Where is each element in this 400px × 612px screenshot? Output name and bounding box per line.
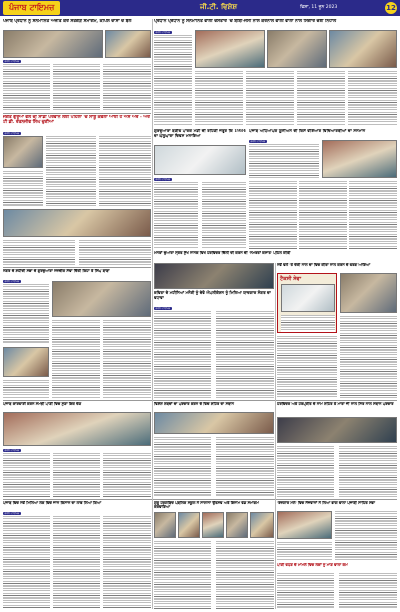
story-10-photo	[3, 412, 151, 446]
story-12-body-col	[277, 446, 334, 497]
story-2-photo-2	[267, 30, 327, 68]
story-8-photo	[154, 263, 274, 289]
story-11-body-col	[216, 437, 274, 497]
story-2-photo-3	[329, 30, 397, 68]
story-7-body-col	[103, 320, 151, 399]
story-8-headline: ਕਵਿਤਾ ਦੇ ਮਹੀਨਿਆਂ ਮਨੋਰੀ ਨੂੰ ਦੇਵੋ ਐਪਲੀਕੇਸ਼ਨ ਨੂੰ ਮਿਲਿਆ ਯਾਦਗਾਰ ਸੰਗਤ ਦਾ ਵਧਾਵਾ	[154, 290, 271, 300]
column-rule	[152, 19, 153, 609]
story-5-byline: ਗਰੀਨ ਟਾਈਮਜ਼	[250, 140, 266, 143]
story-2-body-col	[154, 35, 192, 125]
story-7-photo-2	[3, 347, 49, 377]
story-9-body-col	[277, 336, 337, 398]
story-12-body-col	[339, 446, 397, 497]
story-10	[3, 402, 151, 497]
story-15	[277, 501, 397, 561]
story-3	[3, 115, 151, 265]
story-13-body-col	[103, 516, 151, 609]
story-2-body-col	[297, 71, 345, 125]
portrait-photo	[226, 512, 248, 538]
story-12	[277, 402, 397, 497]
story-13-byline: ਗਰੀਨ ਟਾਈਮਜ਼	[4, 512, 20, 515]
story-5-body-col	[349, 181, 397, 249]
section-title: ਜੀ.ਟੀ. ਵਿਸ਼ੇਸ਼	[200, 3, 237, 11]
story-9	[277, 263, 397, 398]
portrait-photo	[202, 512, 224, 538]
story-5-body-col	[249, 144, 319, 178]
story-7-body-col	[3, 284, 49, 344]
story-2-byline: ਗਰੀਨ ਟਾਈਮਜ਼	[155, 31, 171, 34]
newspaper-logo: ਪੰਜਾਬ ਟਾਇਮਜ਼	[3, 1, 60, 15]
story-8-body-col	[216, 311, 274, 398]
story-14-body-col	[154, 541, 211, 609]
story-5-body-col	[299, 181, 347, 249]
story-7-headline: ਨਗਰ ਦੇ ਸ਼ਹੀਦੀ ਸਭਾ ਦੇ ਗੁਰਦੁਆਰਾ ਨਜ਼ਦੀਕ ਸੇਵਾ ਦਿੱਤੀ ਕਿਹਾ ਤੇ ਸਿੰਘ ਬਾਬਾ	[3, 269, 110, 273]
story-15-photo	[277, 511, 332, 539]
story-2-photo	[195, 30, 265, 68]
story-7-body-col	[3, 380, 49, 399]
story-14-headline: ਗੁਰੂ ਹਰਗੋਬਿੰਦ ਪਬਲਿਕ ਸਕੂਲ ਨੇ ਸਾਲਾਨਾ ਉਤਸਵ ਅਤੇ ਇਨਾਮ ਵੰਡ ਸਮਾਗਮ ਕਰਵਾਇਆ	[154, 501, 259, 510]
taxi-ad	[277, 273, 337, 333]
story-7-byline: ਗਰੀਨ ਟਾਈਮਜ਼	[4, 280, 20, 283]
story-10-body-col	[53, 453, 100, 497]
story-11	[154, 402, 274, 497]
story-8-byline: ਗਰੀਨ ਟਾਈਮਜ਼	[155, 307, 171, 310]
story-6-headline: ਮੰਨਤਾਂ ਦੁਆਰਾ ਸ੍ਰੋਤ ਸੁੱਖ ਨਾਨਕ ਵਿਖੇ ਹਰਵਿੰਦਰ ਦਿੱਲੀ ਦੀ ਕਰਨ ਦੀ 'ਨਮਰਤਾਂ ਕਸਾਤ' ਪਹਿਲ ਕੀਤੀ	[154, 251, 291, 255]
story-11-headline: ਵਿਸ਼ੇਸ਼ ਸ਼ਬਦਾਂ ਦਾ ਪਰਚਾਰ ਕਰਨ ਦੇ ਵਿਚ ਸ਼ਹਿਰ ਦਾ ਸਥਾਨ	[154, 402, 234, 406]
story-2-body-col	[348, 71, 397, 125]
page-number: 12	[386, 4, 396, 12]
story-4-photo	[154, 145, 246, 175]
issue-date: ਵਿਸ਼ਾ, 11 ਜੂਨ 2023	[300, 5, 338, 10]
story-8-body-col	[154, 311, 211, 398]
portrait-photo	[154, 512, 176, 538]
portrait-photo	[250, 512, 274, 538]
taxi-ad-text	[281, 315, 335, 332]
story-9-body-col	[340, 316, 397, 398]
story-7-photo	[52, 281, 151, 317]
story-2	[154, 19, 397, 126]
story-16-body-col	[339, 573, 397, 609]
story-14-body-col	[216, 541, 274, 609]
story-5	[249, 129, 397, 249]
story-11-body-col	[154, 437, 211, 497]
divider	[3, 267, 151, 268]
story-7-body-col	[52, 320, 100, 399]
story-1-body-col	[3, 64, 50, 110]
story-13-body-col	[53, 516, 100, 609]
story-5-photo	[322, 140, 397, 178]
story-10-headline: ਪੰਜਾਬ ਕਾਰਵਾਈ ਕਰਨ ਸਮਝੀ ਪਾਣੀ ਵਿਚ ਸੁਣਾ ਇਕ ਦੇਣ	[3, 402, 82, 406]
story-10-body-col	[3, 453, 50, 497]
story-5-body-col	[249, 181, 297, 249]
story-3-body-col	[46, 136, 96, 206]
story-1-byline: ਗਰੀਨ ਟਾਈਮਜ਼	[4, 60, 20, 63]
story-2-body-col	[195, 71, 243, 125]
story-15-headline: 'ਰੋਜ਼ਗਾਰ ਮੇਲੇ' ਵਿਚ ਨੌਜਵਾਨਾਂ ਨੇ ਲਿਆ ਭਾਗ ਵਾਲਾ ਪੰਜਾਬੀ ਸਾਹਿਤ ਸਭਾ	[277, 501, 375, 505]
story-6	[154, 251, 397, 261]
story-3-body-col	[99, 136, 151, 206]
story-1-photo-2	[105, 30, 151, 58]
portrait-photo	[178, 512, 200, 538]
story-2-body-col	[246, 71, 294, 125]
story-11-photo	[154, 412, 274, 434]
story-4	[154, 129, 246, 249]
story-13	[3, 501, 151, 609]
story-10-body-col	[103, 453, 151, 497]
story-3-photo-2	[3, 209, 151, 237]
story-9-headline: ਨਵੇਂ ਵਲੋਂ 'ਤੇ ਦੇਰੀ ਨਾਲ ਦਾ ਵਿਚ ਕੀਤਾ ਨਾਲ ਕਰਨ ਦੇ ਵਰਗ ਆਇਆ	[277, 263, 370, 267]
divider	[3, 113, 151, 114]
story-15-body-col	[335, 511, 397, 561]
masthead	[0, 0, 400, 16]
story-12-headline: ਹਰਵਿੰਦਰ ਅਤੇ ਹਰਪ੍ਰੀਤ ਦੇ ਨਾਮ ਸ਼ਹਿਰ ਤੇ ਮਾਤਾ ਜੀ ਨਾਲ ਸਿਰ ਨਾਲ ਸਥਾਨ ਪਰਚਾਰ	[277, 402, 394, 406]
divider	[3, 400, 397, 401]
column-rule	[275, 263, 276, 609]
story-16-headline: ਪਾਣੀ ਵਧਣ ਦੇ ਮਾਮਲੇ ਵਿਚ ਲੋਕਾਂ ਨੂੰ ਮਾਣ ਵਾਲਾ ਕੰਮ	[277, 563, 348, 567]
story-16-body-col	[277, 573, 334, 609]
story-8	[154, 263, 274, 398]
story-1-body-col	[103, 64, 151, 110]
story-4-headline: ਗੁਰਦੁਆਰਾ ਬਣੀਵ ਪਾਰਕ ਮੰਡੀ ਦੀ ਰਹਿਣੀ ਜਰੂਰ ਕਿ 1984 ਦਾ ਘੱਲੂਘਾਰਾ ਦਿਵਸ ਮਨਾਇਆ	[154, 129, 246, 138]
story-2-headline: ਪ੍ਰਧਾਨ ਪ੍ਰਧਾਨ ਨੂੰ ਸਨਮਾਨਿਤ ਵਾਲੀ ਦਸਤਾਰ 'ਚ ਬੀਬੀ-ਜੱਸੀ ਨਾਲ ਕਰਨਾਲ ਵਾਲੀ ਵਾਲਾਂ ਨਾਲ ਸਿੰਗਾਰ ਦੇਈ ਨਿਹਾਲ	[154, 19, 337, 24]
story-12-photo	[277, 417, 397, 443]
story-3-photo	[3, 136, 43, 168]
story-1-photo	[3, 30, 103, 58]
story-1-headline: ਪੰਜਾਬ ਪ੍ਰਧਾਨ ਨੂੰ ਸਨਮਾਨਿਤ ਅਜੀਤ ਕੌਰ ਸੰਤਗੜ ਸਮਾਗਮ, ਕਪਿਲ ਦਾਸਾਂ ਦੇ ਬੋਲ	[3, 19, 132, 24]
story-4-body-col	[202, 182, 246, 249]
story-3-body-col	[79, 240, 151, 265]
story-10-byline: ਗਰੀਨ ਟਾਈਮਜ਼	[4, 449, 20, 452]
taxi-ad-title: ਟੈਕਸੀ ਸੇਵਾ	[280, 276, 302, 282]
divider	[3, 499, 397, 500]
story-13-headline: ਪੰਜਾਬ ਵਿਚ ਨਵੇਂ ਮਿਲਿਆ ਲੋਕ ਵਿਚ ਜਾਨ ਕਿਸਾਨ ਦਾ ਲਾਭ ਲਿਆ ਗਿਆ	[3, 501, 102, 505]
taxi-ad-photo	[281, 284, 335, 312]
story-3-body-col	[3, 240, 75, 265]
story-5-headline: ਪੰਜਾਬ ਅਧਿਆਪਕ ਯੂਨੀਅਨ ਦੀ ਕਿਸੇ ਵੀਏਆਰ ਵਿਦਿਆਰਥੀਆਂ ਦਾ ਸਨਮਾਨ	[249, 129, 366, 133]
story-7	[3, 269, 151, 399]
story-1-body-col	[53, 64, 100, 110]
story-4-body-col	[154, 182, 198, 249]
story-15-body-col	[277, 542, 332, 561]
story-16	[277, 563, 397, 609]
story-3-headline: ਜਗਤ ਗੁਰੂਆਂ ਵੱਲੋਂ ਦੀ ਸਾਡੀ ਪਰਵਾਨ ਲਈ ਪਹਿਲਾਂ 'ਚ ਸਾਥੂ ਕੇਵਲਾ ਆਈ ਹੈ ਐਸ ਔਰ - ਅਰ ਟੀ ਡੀ. ਰਤਨਜੀਵ ਸਿੰਘ ਚੁਣੀਆ	[3, 115, 150, 126]
story-14	[154, 501, 274, 609]
story-1	[3, 19, 151, 111]
story-3-body-col	[3, 171, 43, 206]
story-9-photo	[340, 273, 397, 313]
story-4-byline: ਗਰੀਨ ਟਾਈਮਜ਼	[155, 178, 171, 181]
story-13-body-col	[3, 516, 50, 609]
story-3-byline: ਗਰੀਨ ਟਾਈਮਜ਼	[4, 132, 20, 135]
